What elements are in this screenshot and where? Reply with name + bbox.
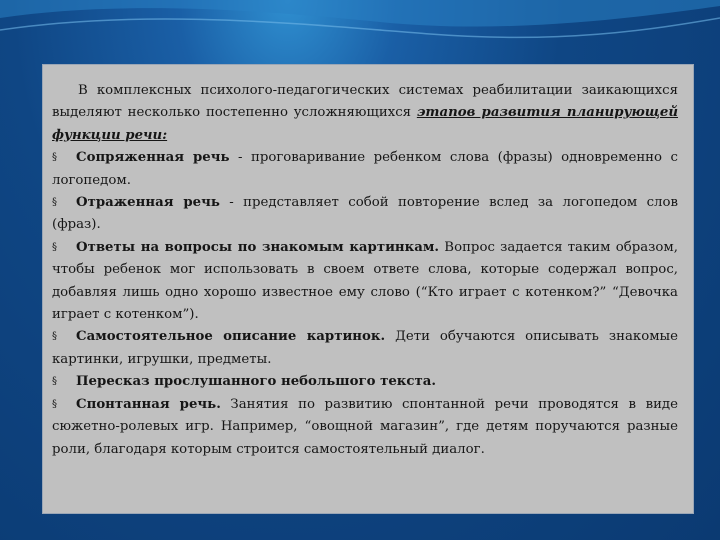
list-item bbox=[52, 147, 678, 192]
bullet-icon: § bbox=[52, 398, 57, 410]
item-title: Отраженная речь bbox=[76, 195, 220, 211]
item-text: Дети обучаются описывать знакомые картинки, игрушки, предметы. bbox=[52, 329, 678, 367]
item-title: Самостоятельное описание картинок. bbox=[76, 329, 386, 345]
item-title: Сопряженная речь bbox=[76, 150, 230, 166]
list-item bbox=[52, 192, 678, 237]
intro-text: В комплексных психолого-педагогических системах реабилитации заикающихся выделяют несколько постепенно усложняющихся bbox=[52, 83, 678, 121]
list-item bbox=[52, 237, 678, 327]
list-item bbox=[52, 371, 678, 393]
item-text: - проговаривание ребенком слова (фразы) одновременно с логопедом. bbox=[52, 150, 678, 188]
item-text: Занятия по развитию спонтанной речи проводятся в виде сюжетно-ролевых игр. Например, “овощной магазин”, где детям поручаются разные роли, благодаря которым строится самостоятельный диалог. bbox=[52, 396, 678, 457]
item-text: Вопрос задается таким образом, чтобы ребенок мог использовать в своем ответе слова, которые содержал вопрос, добавляя лишь одно хорошо известное ему слово (“Кто играет с котенком?” “Девочка играет с котенком”). bbox=[52, 239, 678, 323]
item-title: Ответы на вопросы по знакомым картинкам. bbox=[76, 239, 440, 255]
item-text: - представляет собой повторение вслед за логопедом слов (фраз). bbox=[52, 195, 678, 233]
list-item bbox=[52, 394, 678, 461]
content-panel bbox=[42, 64, 694, 514]
bullet-icon: § bbox=[52, 197, 57, 209]
bullet-icon: § bbox=[52, 152, 57, 164]
bullet-icon: § bbox=[52, 376, 57, 388]
bullet-icon: § bbox=[52, 241, 57, 253]
item-title: Пересказ прослушанного небольшого текста. bbox=[76, 374, 436, 390]
header-wave-decoration bbox=[0, 0, 720, 60]
list-item bbox=[52, 326, 678, 371]
intro-paragraph bbox=[52, 80, 678, 147]
bullet-icon: § bbox=[52, 331, 57, 343]
intro-emphasis: этапов развития планирующей функции речи: bbox=[52, 105, 679, 143]
item-title: Спонтанная речь. bbox=[76, 396, 221, 412]
slide-text bbox=[52, 80, 678, 461]
